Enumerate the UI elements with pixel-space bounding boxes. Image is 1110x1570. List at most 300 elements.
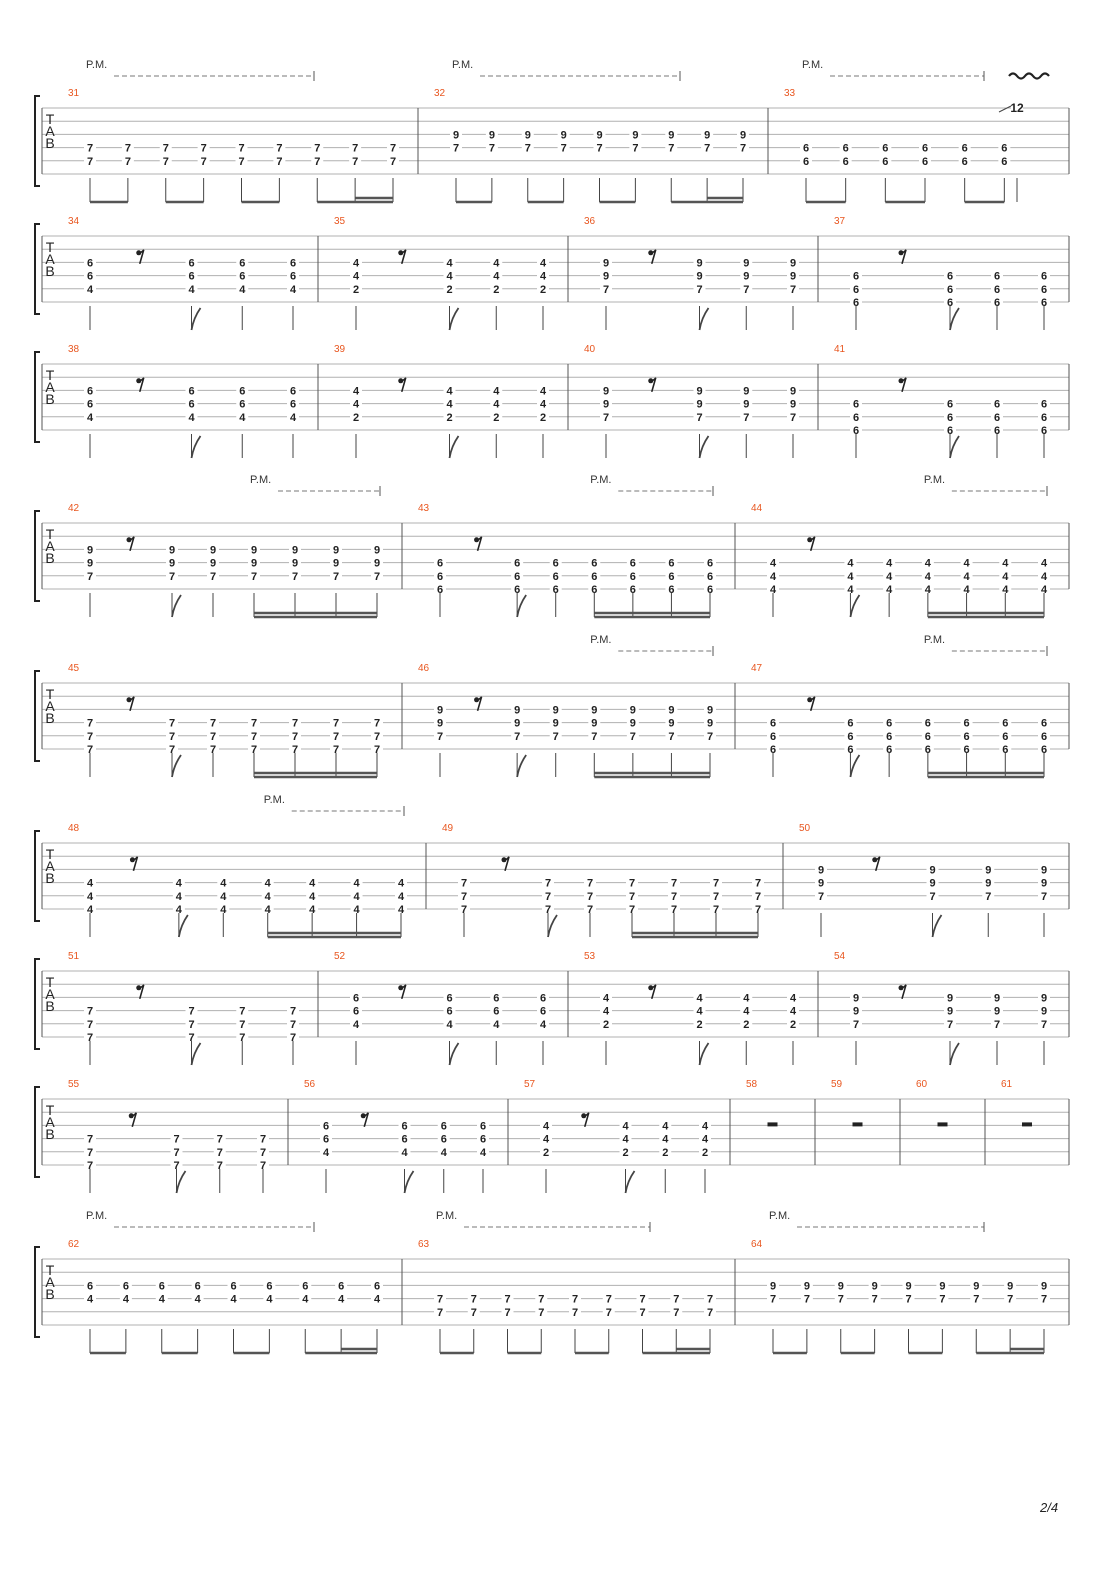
eighth-rest [127,697,135,711]
fret-number: 7 [504,1306,511,1319]
system [35,474,1069,617]
fret-number: 4 [302,1293,309,1306]
fret-number: 9 [743,270,750,283]
fret-number: 4 [539,398,547,411]
fret-number: 7 [250,717,258,730]
tab-clef-letter: T [45,846,55,862]
fret-number: 6 [322,1133,330,1146]
fret-number: 7 [86,155,94,168]
fret-number: 6 [1040,425,1048,437]
fret-number: 6 [993,411,1001,424]
fret-number: 7 [460,890,468,903]
measure-number: 39 [334,344,346,355]
fret-number: 6 [401,1120,408,1133]
fret-number: 6 [852,411,860,424]
fret-number: 6 [352,1005,360,1018]
fret-number: 2 [352,283,360,296]
fret-number: 9 [668,704,675,717]
fret-number: 7 [544,890,552,903]
fret-number: 6 [552,570,559,583]
fret-number: 6 [373,1280,381,1293]
fret-number: 7 [602,283,610,296]
fret-number: 4 [239,411,246,424]
fret-number: 4 [446,270,453,283]
fret-number: 4 [886,584,893,596]
system-bracket [35,671,40,761]
fret-number: 9 [591,704,598,717]
measure [68,663,383,777]
fret-number: 7 [739,142,747,155]
eighth-rest [398,378,406,392]
fret-number: 6 [946,425,954,437]
fret-number: 7 [837,1293,844,1306]
system-bracket [35,831,40,921]
fret-number: 6 [921,142,929,155]
fret-number: 9 [1040,1280,1048,1293]
fret-number: 6 [302,1280,309,1293]
fret-number: 7 [712,890,720,903]
measure-number: 47 [751,663,763,674]
fret-number: 9 [629,704,636,717]
fret-number: 6 [188,270,195,283]
fret-number: 4 [188,283,195,296]
fret-number: 6 [629,584,636,596]
fret-number: 7 [670,877,678,890]
fret-number: 7 [389,142,397,155]
fret-number: 7 [560,142,567,155]
fret-number: 4 [493,385,500,398]
eighth-rest [899,985,907,999]
system [35,216,1069,330]
fret-number: 6 [539,1005,547,1018]
measure [68,794,407,937]
fret-number: 7 [946,1018,954,1031]
fret-number: 7 [250,744,258,756]
fret-number: 4 [352,270,360,283]
fret-number: 6 [86,398,94,411]
system-bracket [35,511,40,601]
fret-number: 7 [373,730,381,743]
fret-number: 9 [209,544,217,557]
fret-number: 7 [985,890,992,903]
fret-number: 6 [289,257,297,270]
fret-number: 7 [706,730,714,743]
fret-number: 7 [602,411,610,424]
note-flag [850,755,859,777]
fret-number: 6 [446,1005,453,1018]
fret-number: 9 [452,129,460,142]
eighth-rest [136,985,144,999]
fret-number: 7 [905,1293,912,1306]
palm-mute-label: P.M. [86,1210,108,1222]
fret-number: 6 [668,570,675,583]
fret-number: 6 [886,744,893,756]
fret-number: 9 [1040,877,1048,890]
fret-number: 9 [939,1280,946,1293]
fret-number: 4 [789,1005,797,1018]
eighth-rest [129,1113,137,1127]
measure [68,474,383,617]
note-flag [626,1171,635,1193]
fret-number: 6 [122,1280,129,1293]
fret-number: 9 [993,992,1001,1005]
system [35,951,1069,1065]
tab-clef-letter: T [45,367,55,383]
fret-number: 7 [929,890,936,903]
fret-number: 7 [668,142,675,155]
palm-mute-label: P.M. [802,59,824,71]
measure-number: 45 [68,663,80,674]
fret-number: 7 [591,730,598,743]
fret-number: 6 [552,584,559,596]
fret-number: 6 [239,385,246,398]
measure [68,1210,383,1353]
fret-number: 9 [373,557,381,570]
fret-number: 6 [514,570,521,583]
note-flag [179,915,188,937]
eighth-rest [807,537,815,551]
fret-number: 4 [602,1005,610,1018]
fret-number: 4 [230,1293,237,1306]
fret-number: 7 [332,717,340,730]
fret-number: 4 [1002,570,1009,583]
fret-number: 7 [162,155,169,168]
fret-number: 6 [993,270,1001,283]
fret-number: 9 [514,704,521,717]
fret-number: 7 [605,1293,612,1306]
fret-number: 4 [352,257,360,270]
fret-number: 7 [86,1133,94,1146]
fret-number: 7 [628,904,636,916]
note-flag [517,595,526,617]
fret-number: 9 [560,129,567,142]
eighth-rest [872,857,880,871]
fret-number: 2 [602,1018,610,1031]
fret-number: 4 [397,877,405,890]
system-bracket [35,224,40,314]
fret-number: 6 [436,584,444,596]
measure-number: 48 [68,823,80,834]
fret-number: 4 [397,904,405,916]
measure-number: 32 [434,88,446,99]
fret-number: 4 [1040,570,1048,583]
fret-number: 6 [852,270,860,283]
fret-number: 6 [188,385,195,398]
measure [402,1210,716,1353]
fret-number: 4 [401,1146,408,1159]
fret-number: 7 [754,877,762,890]
system-bracket [35,1087,40,1177]
eighth-rest [807,697,815,711]
fret-number: 4 [847,557,854,570]
fret-number: 7 [852,1018,860,1031]
fret-number: 4 [86,877,94,890]
fret-number: 4 [86,1293,94,1306]
fret-number: 7 [1040,890,1048,903]
fret-number: 4 [924,557,931,570]
fret-number: 7 [596,142,603,155]
fret-number: 9 [743,257,750,270]
fret-number: 6 [1001,155,1008,168]
fret-number: 9 [789,385,797,398]
fret-number: 7 [188,1032,195,1044]
fret-number: 6 [842,155,849,168]
fret-number: 6 [401,1133,408,1146]
measure [568,344,799,458]
fret-number: 6 [1002,717,1009,730]
fret-number: 6 [514,557,521,570]
measure-number: 49 [442,823,454,834]
fret-number: 9 [591,717,598,730]
measure [402,634,716,777]
note-flag [450,308,459,330]
fret-number: 2 [789,1018,797,1031]
page-number: 2/4 [1040,1500,1059,1515]
fret-number: 6 [1040,717,1048,730]
fret-number: 7 [239,1032,246,1044]
measure-number: 64 [751,1239,763,1250]
fret-number: 7 [352,155,359,168]
eighth-rest [361,1113,369,1127]
eighth-rest [581,1113,589,1127]
fret-number: 4 [847,584,854,596]
fret-number: 4 [220,904,227,916]
fret-number: 4 [264,904,271,916]
fret-number: 6 [993,425,1001,437]
fret-number: 6 [1040,398,1048,411]
fret-number: 6 [493,1005,500,1018]
eighth-rest [474,537,482,551]
measure-number: 51 [68,951,80,962]
fret-number: 12 [1010,101,1024,115]
fret-number: 7 [86,570,94,583]
eighth-rest [502,857,510,871]
note-flag [700,1043,709,1065]
fret-number: 4 [352,385,360,398]
fret-number: 6 [769,717,777,730]
fret-number: 6 [86,385,94,398]
fret-number: 6 [993,297,1001,309]
fret-number: 7 [173,1160,180,1172]
fret-number: 7 [670,904,678,916]
fret-number: 6 [239,270,246,283]
fret-number: 9 [436,704,444,717]
fret-number: 4 [493,270,500,283]
fret-number: 6 [852,297,860,309]
fret-number: 7 [389,155,397,168]
eighth-rest [648,250,656,264]
tab-clef-letter: A [45,538,55,554]
fret-number: 9 [789,398,797,411]
fret-number: 6 [322,1120,330,1133]
fret-number: 7 [168,730,176,743]
fret-number: 4 [539,270,547,283]
fret-number: 9 [1007,1280,1014,1293]
fret-number: 6 [993,398,1001,411]
fret-number: 7 [436,730,444,743]
note-flag [450,436,459,458]
fret-number: 4 [769,557,777,570]
fret-number: 7 [470,1306,477,1319]
measure [508,1079,711,1193]
fret-number: 9 [250,557,258,570]
fret-number: 7 [276,155,283,168]
eighth-rest [648,378,656,392]
palm-mute-label: P.M. [590,634,612,646]
fret-number: 7 [706,1306,714,1319]
palm-mute-label: P.M. [263,794,285,806]
fret-number: 7 [586,904,594,916]
fret-number: 7 [470,1293,477,1306]
fret-number: 7 [436,1293,444,1306]
fret-number: 9 [602,385,610,398]
fret-number: 4 [446,385,453,398]
fret-number: 6 [946,270,954,283]
fret-number: 7 [314,142,321,155]
fret-number: 4 [886,557,893,570]
fret-number: 6 [769,744,777,756]
fret-number: 7 [586,890,594,903]
fret-number: 4 [963,570,970,583]
fret-number: 7 [332,744,340,756]
fret-number: 7 [250,570,258,583]
fret-number: 4 [158,1293,165,1306]
fret-number: 7 [200,142,207,155]
fret-number: 4 [1040,584,1048,596]
fret-number: 7 [238,155,245,168]
measure [68,1079,269,1193]
eighth-rest [136,250,144,264]
fret-number: 7 [460,877,468,890]
fret-number: 7 [250,730,258,743]
fret-number: 6 [1040,411,1048,424]
fret-number: 6 [1002,744,1009,756]
measure [783,823,1050,937]
fret-number: 7 [704,142,711,155]
fret-number: 6 [852,425,860,437]
fret-number: 9 [929,864,936,877]
fret-number: 7 [209,744,217,756]
fret-number: 4 [353,890,360,903]
system-bracket [35,1247,40,1337]
fret-number: 9 [704,129,711,142]
fret-number: 9 [946,992,954,1005]
note-flag [950,308,959,330]
fret-number: 9 [706,717,714,730]
fret-number: 7 [86,744,94,756]
fret-number: 4 [924,570,931,583]
fret-number: 9 [168,557,176,570]
fret-number: 7 [544,877,552,890]
fret-number: 7 [1040,1293,1048,1306]
fret-number: 7 [605,1306,612,1319]
fret-number: 4 [86,890,94,903]
eighth-rest [474,697,482,711]
fret-number: 9 [696,257,703,270]
note-flag [517,755,526,777]
fret-number: 9 [1040,1005,1048,1018]
fret-number: 6 [479,1120,487,1133]
palm-mute-label: P.M. [769,1210,791,1222]
eighth-rest [648,985,656,999]
fret-number: 7 [436,1306,444,1319]
fret-number: 7 [504,1293,511,1306]
fret-number: 7 [373,744,381,756]
tab-clef-letter: B [45,870,55,886]
measure [426,823,764,937]
fret-number: 6 [946,411,954,424]
fret-number: 6 [802,155,810,168]
measure [288,1079,489,1193]
fret-number: 7 [86,1018,94,1031]
fret-number: 7 [538,1293,545,1306]
measure-number: 43 [418,503,430,514]
measure [768,59,1049,202]
fret-number: 7 [289,1032,297,1044]
measure-number: 31 [68,88,80,99]
fret-number: 7 [239,1005,246,1018]
fret-number: 7 [538,1306,545,1319]
fret-number: 6 [963,717,970,730]
fret-number: 4 [542,1120,550,1133]
tab-clef-letter: B [45,710,55,726]
fret-number: 6 [440,1133,447,1146]
fret-number: 7 [544,904,552,916]
tab-clef-letter: T [45,974,55,990]
fret-number: 7 [289,1018,297,1031]
tab-clef-letter: T [45,239,55,255]
measure-number: 62 [68,1239,80,1250]
fret-number: 2 [539,411,547,424]
fret-number: 4 [239,283,246,296]
fret-number: 9 [632,129,639,142]
fret-number: 7 [289,1005,297,1018]
fret-number: 4 [539,1018,547,1031]
fret-number: 9 [852,992,860,1005]
fret-number: 4 [886,570,893,583]
fret-number: 6 [289,270,297,283]
fret-number: 4 [309,877,316,890]
fret-number: 7 [743,283,750,296]
fret-number: 4 [440,1146,447,1159]
note-flag [177,1171,186,1193]
fret-number: 9 [332,557,340,570]
system-bracket [35,959,40,1049]
fret-number: 6 [86,1280,94,1293]
measure-number: 41 [834,344,846,355]
fret-number: 7 [173,1146,180,1159]
fret-number: 6 [552,557,559,570]
fret-number: 4 [493,398,500,411]
system [35,634,1069,777]
measure-number: 38 [68,344,80,355]
fret-number: 7 [188,1018,195,1031]
fret-number: 7 [216,1146,223,1159]
fret-number: 6 [706,557,714,570]
fret-number: 7 [173,1133,180,1146]
fret-number: 6 [514,584,521,596]
fret-number: 7 [639,1293,646,1306]
measure [68,951,299,1065]
fret-number: 7 [452,142,460,155]
fret-number: 7 [373,717,381,730]
fret-number: 4 [86,411,94,424]
fret-number: 7 [639,1306,646,1319]
measure-number: 33 [784,88,796,99]
measure [818,216,1050,330]
fret-number: 6 [591,584,598,596]
fret-number: 7 [168,744,176,756]
